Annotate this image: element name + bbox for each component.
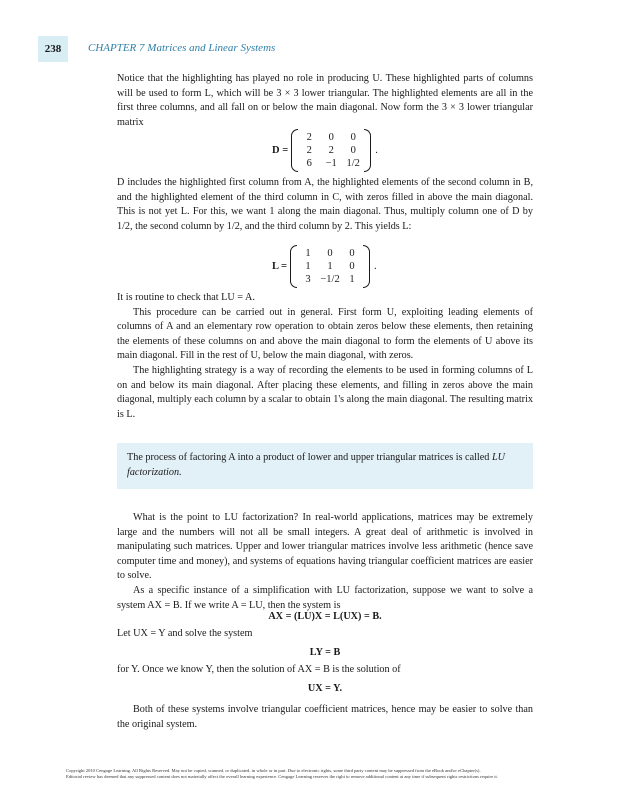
matrix-cell: 2 xyxy=(306,145,312,156)
paragraph-9-text: for Y. Once we know Y, then the solution of AX = B is the solution of xyxy=(117,664,401,675)
matrix-cell: 2 xyxy=(328,145,334,156)
matrix-cell: 0 xyxy=(349,248,355,259)
matrix-cell: 6 xyxy=(306,158,312,169)
matrix-l-body xyxy=(290,248,370,285)
chapter-title: CHAPTER 7 Matrices and Linear Systems xyxy=(88,42,276,54)
matrix-d-name: D = xyxy=(272,145,289,156)
paragraph-10-text: Both of these systems involve triangular coefficient matrices, hence may be easier to solve than the original system. xyxy=(117,704,533,730)
matrix-cell: 1/2 xyxy=(346,158,360,169)
equation-3: UX = Y. xyxy=(307,683,343,694)
equation-1: AX = (LU)X = L(UX) = B. xyxy=(268,611,382,622)
matrix-cell: 2 xyxy=(306,132,312,143)
matrix-l xyxy=(272,248,377,285)
matrix-cell: 3 xyxy=(305,274,311,285)
matrix-cell: 0 xyxy=(350,132,356,143)
matrix-cell: 0 xyxy=(328,132,334,143)
paragraph-2-text: D includes the highlighted first column from A, the highlighted elements of the second column in B, and the highlighted element of the third column in C, with zeros filled in above the main diagonal. This is not yet L. For this, we want 1 along the main diagonal. Thus, multiply column one of D by 1/2, the second column by 1/2, and the third column by 2. This yields L: xyxy=(117,177,533,232)
footer-line-1: Copyright 2010 Cengage Learning. All Rights Reserved. May not be copied, scanned, or duplicated, in whole or in part. Due to electronic rights, some third party content may be suppressed from the eBook and/or eChapter(s). xyxy=(66,768,481,773)
paragraph-8 xyxy=(117,627,533,642)
page-number: 238 xyxy=(38,36,68,62)
paragraph-7-text: As a specific instance of a simplification with LU factorization, suppose we want to solve a system AX = B. If we write A = LU, then the system is xyxy=(117,584,533,611)
matrix-cell: 1 xyxy=(305,248,311,259)
matrix-cell: 0 xyxy=(349,261,355,272)
callout-text: The process of factoring A into a product of lower and upper triangular matrices is called xyxy=(127,452,490,463)
matrix-d-body xyxy=(291,132,371,169)
matrix-l-name: L = xyxy=(272,261,288,272)
matrix-l-end: . xyxy=(374,261,377,272)
matrix-cell: 1 xyxy=(327,261,333,272)
paragraph-8-text: Let UX = Y and solve the system xyxy=(117,628,253,639)
matrix-cell: −1 xyxy=(325,158,337,169)
paragraph-5-text: The highlighting strategy is a way of recording the elements to be used in forming columns of L on and below its main diagonal. After placing these elements, and filling in zeros above the main diagonal, multiply each column by a scalar to obtain 1's along the main diagonal. The resulting matrix is L. xyxy=(117,364,533,420)
matrix-cell: 0 xyxy=(327,248,333,259)
paragraph-1 xyxy=(117,72,533,130)
page-header xyxy=(0,0,622,70)
paragraph-2 xyxy=(117,176,533,234)
paragraphs-3-5 xyxy=(117,291,533,422)
paragraphs-6-7 xyxy=(117,511,533,613)
paragraph-10 xyxy=(117,703,533,732)
paragraph-3-text: It is routine to check that LU = A. xyxy=(117,292,255,303)
matrix-cell: 1 xyxy=(305,261,311,272)
paragraph-4-text: This procedure can be carried out in general. First form U, exploiting leading elements of columns of A and an elementary row operation to obtain zeros below these elements, then retaining the elements of these columns on and above the main diagonal to form the elements of U above its main diagonal. Fill in the rest of U, below the main diagonal, with zeros. xyxy=(117,306,533,362)
paragraph-9 xyxy=(117,663,533,678)
definition-callout xyxy=(117,443,533,489)
paragraph-1-text: Notice that the highlighting has played no role in producing U. These highlighted parts of columns will be used to form L, which will be 3 × 3 lower triangular. The highlighted elements are all in the first three columns, and all fall on or below the main diagonal. Now form the 3 × 3 lower triangular matrix xyxy=(117,73,533,128)
matrix-cell: 1 xyxy=(349,274,355,285)
equation-2: LY = B xyxy=(309,647,341,658)
copyright-footer xyxy=(66,768,576,780)
matrix-cell: −1/2 xyxy=(320,274,340,285)
callout-term: LU factorization. xyxy=(127,452,505,478)
paragraph-6-text: What is the point to LU factorization? In real-world applications, matrices may be extremely large and the numbers will not all be small integers. A great deal of arithmetic is involved in manipulating such matrices. Upper and lower triangular matrices involve less arithmetic (hence save computer time and money), and systems of equations having triangular coefficient matrices are easier to solve. xyxy=(117,512,533,582)
matrix-d-end: . xyxy=(375,145,378,156)
footer-line-2: Editorial review has deemed that any suppressed content does not materially affect the overall learning experience. Cengage Learning reserves the right to remove additional content at any time if subsequent rights restrictions require it. xyxy=(66,774,498,779)
matrix-cell: 0 xyxy=(350,145,356,156)
matrix-d xyxy=(272,132,378,169)
